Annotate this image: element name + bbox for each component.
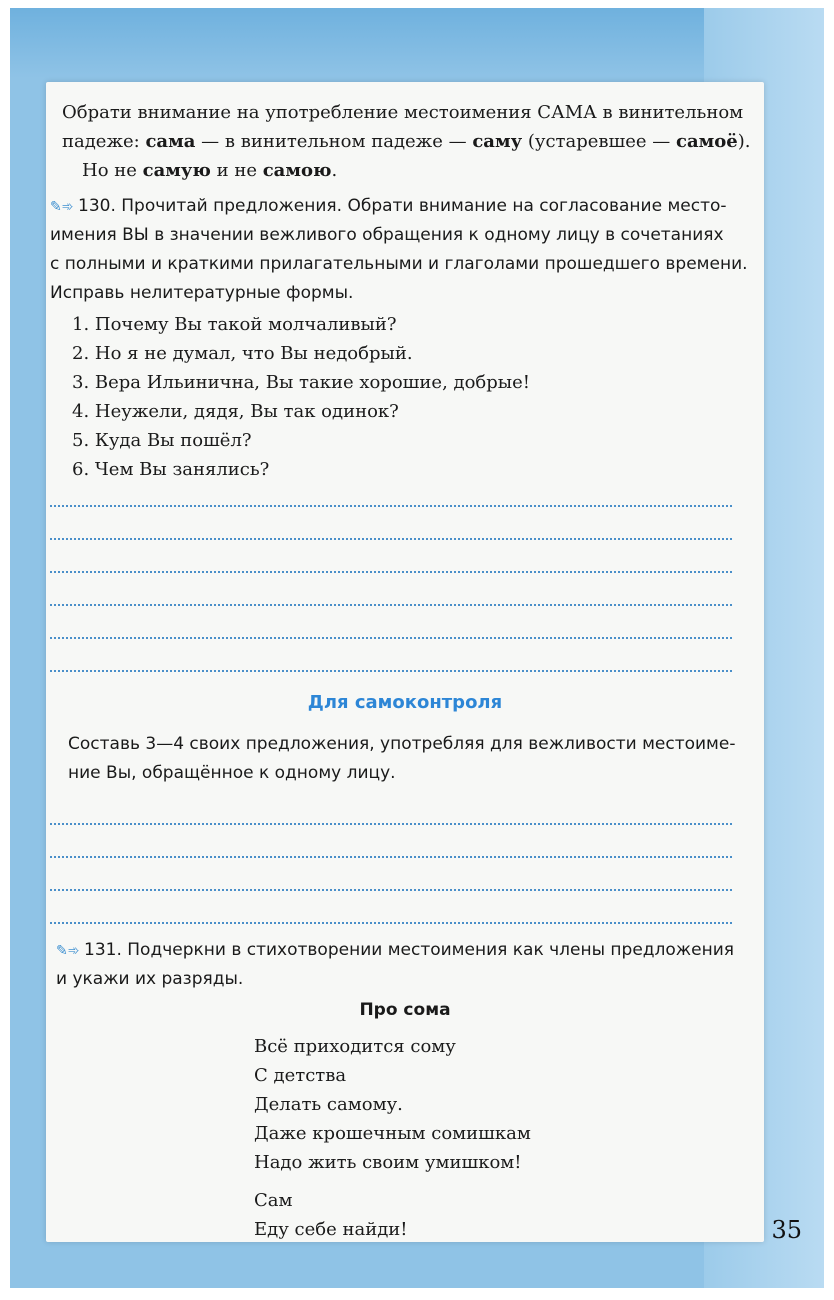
page-number: 35 xyxy=(771,1216,802,1244)
poem-title: Про сома xyxy=(359,1000,451,1020)
answer-line[interactable] xyxy=(50,891,732,924)
task-130-line-2: имения ВЫ в значении вежливого обращения к одному лицу в сочетаниях xyxy=(50,225,724,245)
pencil-arrow-icon: ✎➾ xyxy=(50,199,74,215)
frame-top-band xyxy=(10,8,824,78)
sentence-item: 6. Чем Вы занялись? xyxy=(72,459,270,480)
sentence-item: 4. Неужели, дядя, Вы так одинок? xyxy=(72,401,399,422)
note-block xyxy=(62,98,752,185)
note-line-3: Но не самую и не самою. xyxy=(82,160,338,181)
sentence-item: 5. Куда Вы пошёл? xyxy=(72,430,252,451)
poem-line: Всё приходится сому xyxy=(254,1036,456,1057)
textbook-page xyxy=(46,82,764,1242)
page-frame xyxy=(10,8,824,1288)
pencil-arrow-icon: ✎➾ xyxy=(56,943,80,959)
task-131 xyxy=(56,936,756,994)
poem-stanza-1 xyxy=(254,1032,674,1177)
poem-stanza-2 xyxy=(254,1186,674,1244)
poem-line: Даже крошечным сомишкам xyxy=(254,1123,531,1144)
answer-lines-130 xyxy=(50,474,740,672)
answer-line[interactable] xyxy=(50,825,732,858)
note-line-1: Обрати внимание на употребление местоимения САМА в винительном xyxy=(62,102,744,123)
task-130-line-3: с полными и краткими прилагательными и глаголами прошедшего времени. xyxy=(50,254,748,274)
task-130 xyxy=(50,192,756,308)
sentence-item: 3. Вера Ильинична, Вы такие хорошие, добрые! xyxy=(72,372,530,393)
answer-line[interactable] xyxy=(50,507,732,540)
poem-line: Делать самому. xyxy=(254,1094,403,1115)
answer-line[interactable] xyxy=(50,573,732,606)
self-control-text xyxy=(68,730,758,788)
sentence-item: 2. Но я не думал, что Вы недобрый. xyxy=(72,343,413,364)
task-130-line-1: ✎➾ 130. Прочитай предложения. Обрати внимание на согласование место- xyxy=(50,196,727,216)
self-control-heading: Для самоконтроля xyxy=(307,692,503,713)
self-control-heading-wrap xyxy=(46,692,764,713)
poem-line: Надо жить своим умишком! xyxy=(254,1152,522,1173)
answer-line[interactable] xyxy=(50,858,732,891)
answer-lines-self-control xyxy=(50,792,740,924)
self-control-line-2: ние Вы, обращённое к одному лицу. xyxy=(68,763,396,783)
self-control-line-1: Составь 3—4 своих предложения, употребляя для вежливости местоиме- xyxy=(68,734,736,754)
answer-line[interactable] xyxy=(50,639,732,672)
task-130-line-4: Исправь нелитературные формы. xyxy=(50,283,354,303)
task-130-sentences xyxy=(52,310,752,484)
sentence-item: 1. Почему Вы такой молчаливый? xyxy=(72,314,397,335)
poem-title-wrap xyxy=(46,1000,764,1020)
answer-line[interactable] xyxy=(50,792,732,825)
task-131-line-2: и укажи их разряды. xyxy=(56,969,244,989)
task-131-line-1: ✎➾ 131. Подчеркни в стихотворении местоимения как члены предложения xyxy=(56,940,734,960)
poem-line: Еду себе найди! xyxy=(254,1219,408,1240)
poem-line: Сам xyxy=(254,1190,293,1211)
answer-line[interactable] xyxy=(50,606,732,639)
poem-line: С детства xyxy=(254,1065,347,1086)
note-line-2: падеже: сама — в винительном падеже — саму (устаревшее — самоё). xyxy=(62,131,751,152)
answer-line[interactable] xyxy=(50,474,732,507)
answer-line[interactable] xyxy=(50,540,732,573)
